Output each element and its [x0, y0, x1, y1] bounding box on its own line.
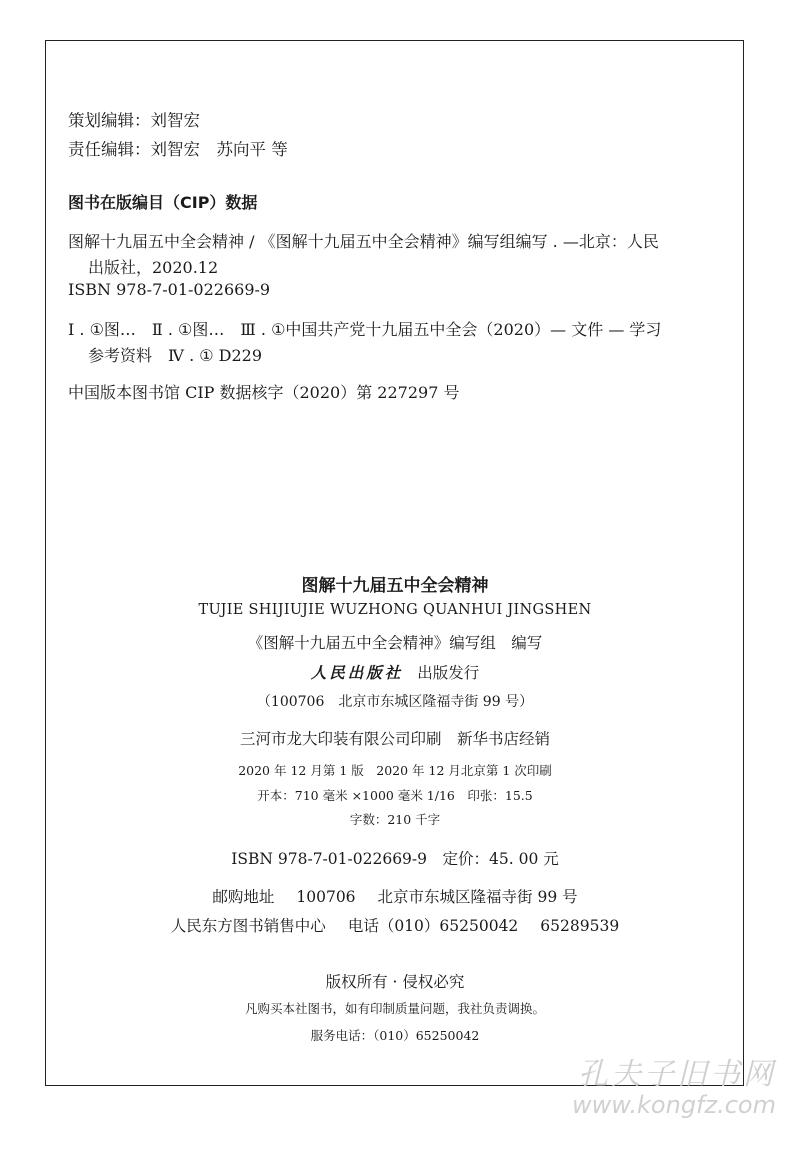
quality-notice: 凡购买本社图书，如有印制质量问题，我社负责调换。: [244, 1001, 545, 1016]
responsible-editor: 责任编辑：刘智宏 苏向平 等: [68, 140, 288, 159]
sales-center-line: [0, 914, 790, 936]
watermark: [572, 1049, 776, 1119]
service-phone: 服务电话：（010）65250042: [310, 1028, 480, 1043]
phone-label: 电话（010）65250042: [347, 917, 519, 935]
phone-second: 65289539: [540, 917, 620, 935]
cip-heading: 图书在版编目（CIP）数据: [68, 193, 258, 212]
author-line: 《图解十九届五中全会精神》编写组 编写: [247, 634, 543, 652]
cip-core-number: 中国版本图书馆 CIP 数据核字（2020）第 227297 号: [68, 383, 460, 402]
mail-label: 邮购地址: [212, 888, 275, 906]
planning-editor: 策划编辑：刘智宏: [68, 111, 200, 130]
mail-address: 北京市东城区隆福寺街 99 号: [377, 888, 578, 906]
book-title-pinyin: TUJIE SHIJIUJIE WUZHONG QUANHUI JINGSHEN: [198, 602, 592, 618]
cip-classification-line2: 参考资料 Ⅳ . ① D229: [88, 346, 263, 365]
watermark-title: 孔夫子旧书网: [578, 1057, 776, 1092]
format-line: 开本：710 毫米 ×1000 毫米 1/16 印张：15.5: [257, 788, 533, 803]
edition-line: 2020 年 12 月第 1 版 2020 年 12 月北京第 1 次印刷: [238, 763, 552, 778]
cip-isbn: ISBN 978-7-01-022669-9: [68, 280, 271, 299]
printer-line: 三河市龙大印装有限公司印刷 新华书店经销: [239, 730, 550, 748]
watermark-url: www.kongfz.com: [572, 1091, 776, 1119]
mail-code: 100706: [296, 888, 356, 906]
publisher-suffix: 出版发行: [417, 664, 480, 682]
cip-classification-line1: Ⅰ . ①图… Ⅱ . ①图… Ⅲ . ①中国共产党十九届五中全会（2020）— 文件 — 学习: [68, 320, 662, 339]
publisher-line: [0, 661, 790, 683]
sales-center: 人民东方图书销售中心: [170, 917, 326, 935]
book-title: 图解十九届五中全会精神: [301, 576, 489, 596]
cip-entry-line1: 图解十九届五中全会精神 / 《图解十九届五中全会精神》编写组编写 . —北京：人民: [68, 232, 659, 251]
isbn-price: ISBN 978-7-01-022669-9 定价：45. 00 元: [231, 850, 559, 868]
publisher-logo: 人民出版社: [310, 663, 404, 682]
mail-order-line: [0, 885, 790, 907]
word-count: 字数：210 千字: [349, 812, 441, 827]
copyright-line: 版权所有 · 侵权必究: [325, 973, 465, 991]
publisher-address: （100706 北京市东城区隆福寺街 99 号）: [256, 694, 534, 710]
cip-entry-line2: 出版社，2020.12: [88, 258, 219, 277]
